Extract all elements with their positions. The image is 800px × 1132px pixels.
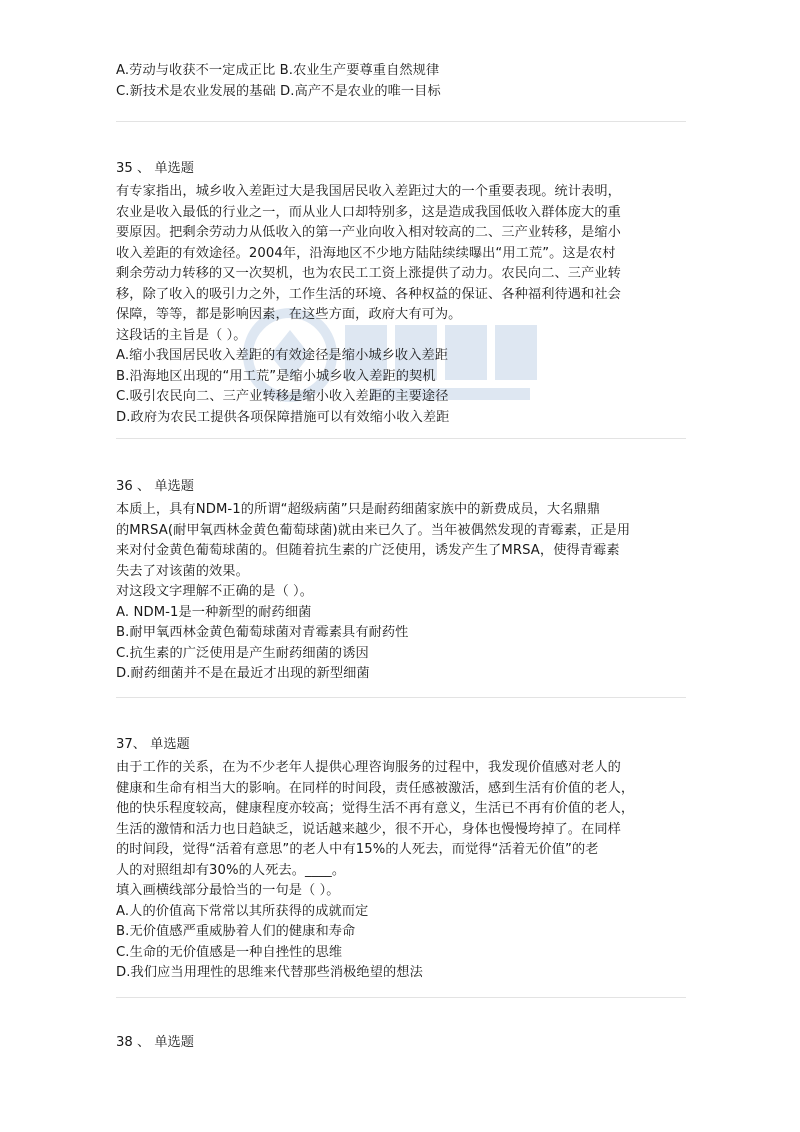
option-a[interactable]: A. NDM-1是一种新型的耐药细菌 — [116, 604, 312, 620]
question-36-body — [116, 500, 691, 685]
question-prompt: 填入画横线部分最恰当的一句是（ ）。 — [116, 883, 340, 898]
option-b[interactable]: B.无价值感严重威胁着人们的健康和寿命 — [116, 924, 356, 939]
divider — [116, 438, 686, 439]
question-35-header: 35 、 单选题 — [116, 161, 194, 176]
body-line: 移，除了收入的吸引力之外，工作生活的环境、各种权益的保证、各种福利待遇和社会 — [116, 286, 621, 302]
body-line: 的时间段，觉得“活着有意思”的老人中有15%的人死去，而觉得“活着无价值”的老 — [116, 842, 599, 857]
body-line: 要原因。把剩余劳动力从低收入的第一产业向收入相对较高的二、三产业转移，是缩小 — [116, 225, 621, 240]
body-line: 失去了对该菌的效果。 — [116, 563, 249, 579]
question-37-header: 37、 单选题 — [116, 737, 190, 752]
body-line: 剩余劳动力转移的又一次契机，也为农民工工资上涨提供了动力。农民向二、三产业转 — [116, 266, 621, 281]
option-d[interactable]: D.我们应当用理性的思维来代替那些消极绝望的想法 — [116, 965, 423, 980]
option-b[interactable]: B.沿海地区出现的“用工荒”是缩小城乡收入差距的契机 — [116, 368, 436, 384]
body-line: 人的对照组却有30%的人死去。____。 — [116, 862, 346, 878]
question-35-body — [116, 182, 691, 428]
body-line: 的MRSA(耐甲氧西林金黄色葡萄球菌)就由来已久了。当年被偶然发现的青霉素，正是用 — [116, 522, 631, 538]
body-line: 他的快乐程度较高，健康程度亦较高；觉得生活不再有意义，生活已不再有价值的老人， — [116, 801, 635, 816]
option-line: A.劳动与收获不一定成正比 B.农业生产要尊重自然规律 — [116, 63, 440, 78]
body-line: 由于工作的关系，在为不少老年人提供心理咨询服务的过程中，我发现价值感对老人的 — [116, 760, 621, 775]
option-c[interactable]: C.抗生素的广泛使用是产生耐药细菌的诱因 — [116, 645, 369, 661]
body-line: 收入差距的有效途径。2004年，沿海地区不少地方陆陆续续曝出“用工荒”。这是农村 — [116, 245, 616, 261]
option-b[interactable]: B.耐甲氧西林金黄色葡萄球菌对青霉素具有耐药性 — [116, 625, 409, 640]
option-d[interactable]: D.政府为农民工提供各项保障措施可以有效缩小收入差距 — [116, 409, 450, 425]
question-prompt: 这段话的主旨是（ ）。 — [116, 327, 247, 343]
body-line: 保障，等等，都是影响因素，在这些方面，政府大有可为。 — [116, 307, 462, 322]
divider — [116, 121, 686, 122]
question-36-header: 36 、 单选题 — [116, 479, 194, 494]
option-d[interactable]: D.耐药细菌并不是在最近才出现的新型细菌 — [116, 666, 370, 681]
option-line: C.新技术是农业发展的基础 D.高产不是农业的唯一目标 — [116, 83, 441, 99]
body-line: 农业是收入最低的行业之一，而从业人口却特别多，这是造成我国低收入群体庞大的重 — [116, 204, 621, 220]
body-line: 生活的激情和活力也日趋缺乏，说话越来越少，很不开心，身体也慢慢垮掉了。在同样 — [116, 821, 621, 837]
question-prompt: 对这段文字理解不正确的是（ ）。 — [116, 584, 314, 599]
question-38-header: 38 、 单选题 — [116, 1035, 194, 1050]
option-c[interactable]: C.生命的无价值感是一种自挫性的思维 — [116, 944, 343, 960]
body-line: 本质上，具有NDM-1的所谓“超级病菌”只是耐药细菌家族中的新费成员，大名鼎鼎 — [116, 502, 601, 517]
divider — [116, 697, 686, 698]
option-c[interactable]: C.吸引农民向二、三产业转移是缩小收入差距的主要途径 — [116, 389, 449, 404]
previous-question-options — [116, 61, 691, 102]
body-line: 有专家指出，城乡收入差距过大是我国居民收入差距过大的一个重要表现。统计表明， — [116, 184, 621, 199]
body-line: 健康和生命有相当大的影响。在同样的时间段，责任感被激活，感到生活有价值的老人， — [116, 780, 635, 796]
option-a[interactable]: A.缩小我国居民收入差距的有效途径是缩小城乡收入差距 — [116, 348, 449, 363]
option-a[interactable]: A.人的价值高下常常以其所获得的成就而定 — [116, 903, 369, 919]
divider — [116, 997, 686, 998]
question-37-body — [116, 758, 691, 984]
body-line: 来对付金黄色葡萄球菌的。但随着抗生素的广泛使用，诱发产生了MRSA，使得青霉素 — [116, 543, 620, 558]
